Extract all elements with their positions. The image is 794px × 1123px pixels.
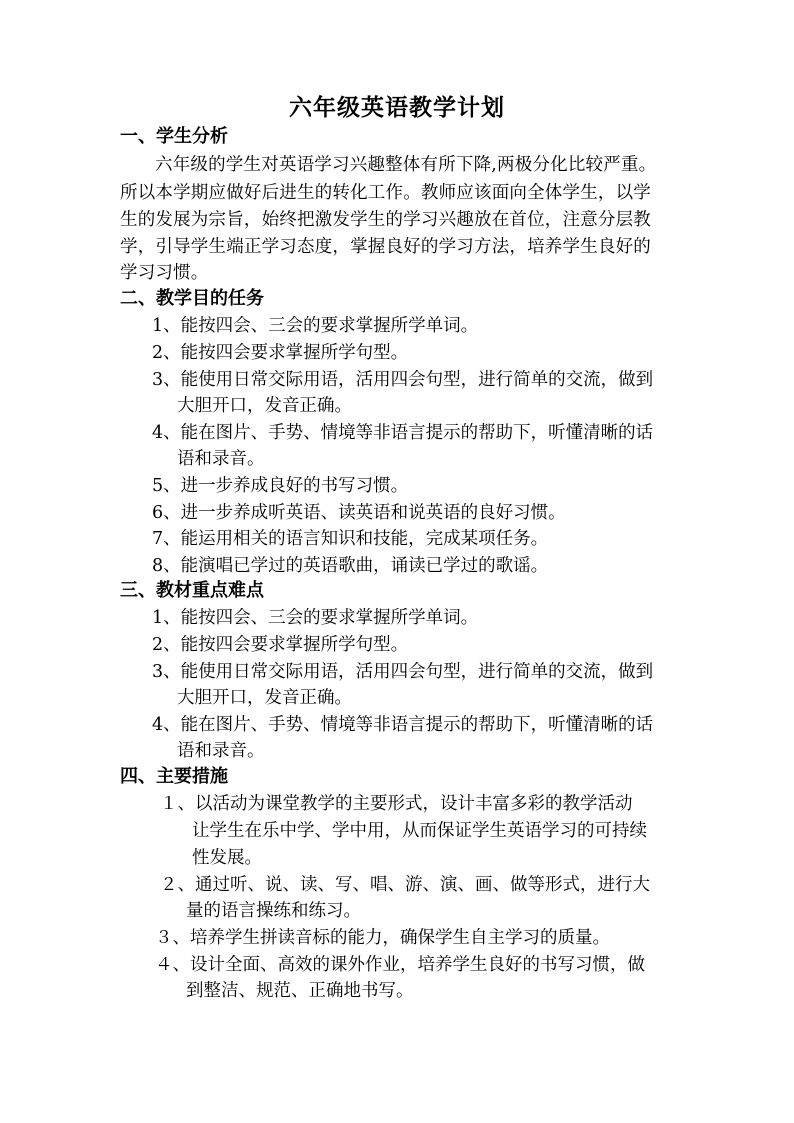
list-item: 3、能使用日常交际用语，活用四会句型，进行简单的交流，做到 (152, 662, 654, 682)
section-heading-teaching-goals: 二、教学目的任务 (120, 288, 264, 309)
section-heading-student-analysis: 一、学生分析 (120, 126, 228, 147)
list-item: ４、设计全面、高效的课外作业，培养学生良好的书写习惯，做 (155, 955, 645, 975)
list-item: 7、能运用相关的语言知识和技能，完成某项任务。 (152, 529, 549, 549)
list-item: 1、能按四会、三会的要求掌握所学单词。 (152, 608, 479, 628)
document-title: 六年级英语教学计划 (289, 94, 505, 121)
list-item: 2、能按四会要求掌握所学句型。 (152, 635, 409, 655)
section-heading-main-measures: 四、主要措施 (120, 766, 228, 787)
list-item: 4、能在图片、手势、情境等非语言提示的帮助下，听懂清晰的话 (152, 423, 654, 443)
list-item-continuation: 性发展。 (192, 848, 262, 868)
paragraph-line: 学习习惯。 (120, 263, 209, 283)
paragraph-line: 学，引导学生端正学习态度，掌握良好的学习方法，培养学生良好的 (120, 237, 651, 257)
list-item-continuation: 量的语言操练和练习。 (186, 901, 361, 921)
list-item: 1、能按四会、三会的要求掌握所学单词。 (152, 316, 479, 336)
list-item-continuation: 语和录音。 (177, 449, 265, 469)
list-item: ３、培养学生拼读音标的能力，确保学生自主学习的质量。 (155, 928, 610, 948)
paragraph-line: 六年级的学生对英语学习兴趣整体有所下降,两极分化比较严重。 (155, 155, 657, 175)
list-item: 4、能在图片、手势、情境等非语言提示的帮助下，听懂清晰的话 (152, 715, 654, 735)
list-item-continuation: 大胆开口，发音正确。 (177, 688, 352, 708)
list-item-continuation: 大胆开口，发音正确。 (177, 396, 352, 416)
list-item: 5、进一步养成良好的书写习惯。 (152, 476, 409, 496)
list-item: 8、能演唱已学过的英语歌曲，诵读已学过的歌谣。 (152, 556, 549, 576)
paragraph-line: 所以本学期应做好后进生的转化工作。教师应该面向全体学生，以学 (120, 183, 651, 203)
list-item: ２、通过听、说、读、写、唱、游、演、画、做等形式，进行大 (160, 875, 650, 895)
list-item-continuation: 让学生在乐中学、学中用，从而保证学生英语学习的可持续 (192, 821, 647, 841)
list-item: 2、能按四会要求掌握所学句型。 (152, 343, 409, 363)
list-item-continuation: 语和录音。 (177, 741, 265, 761)
paragraph-line: 生的发展为宗旨，始终把激发学生的学习兴趣放在首位，注意分层教 (120, 210, 651, 230)
list-item: 3、能使用日常交际用语，活用四会句型，进行简单的交流，做到 (152, 370, 654, 390)
section-heading-key-points: 三、教材重点难点 (120, 580, 264, 601)
list-item: 6、进一步养成听英语、读英语和说英语的良好习惯。 (152, 503, 566, 523)
list-item-continuation: 到整洁、规范、正确地书写。 (186, 981, 414, 1001)
list-item: １、以活动为课堂教学的主要形式，设计丰富多彩的教学活动 (160, 794, 633, 814)
